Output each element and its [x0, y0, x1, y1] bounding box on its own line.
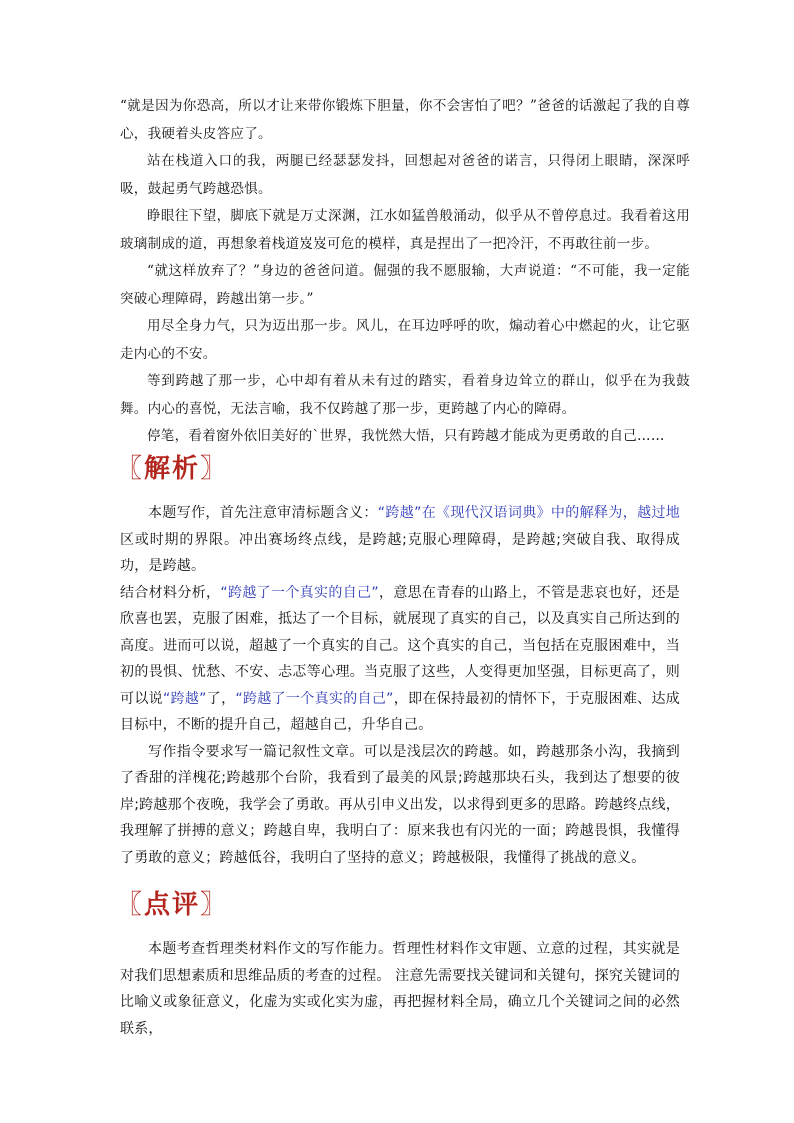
analysis-paragraph: 本题写作，首先注意审清标题含义：“跨越”在《现代汉语词典》中的解释为，越过地区或时期的界限。冲出赛场终点线，是跨越;克服心理障碍，是跨越;突破自我、取得成功，是跨越。: [120, 505, 680, 574]
essay-paragraph: 用尽全身力气，只为迈出那一步。风儿，在耳边呼呼的吹，煽动着心中燃起的火，让它驱走内心的不安。: [120, 318, 690, 362]
essay-paragraph: 站在栈道入口的我，两腿已经瑟瑟发抖，回想起对爸爸的诺言，只得闭上眼睛，深深呼吸，鼓起勇气跨越恐惧。: [120, 153, 690, 197]
essay-paragraph: “就这样放弃了？”身边的爸爸问道。倔强的我不愿服输，大声说道：“不可能，我一定能突破心理障碍，跨越出第一步。”: [120, 263, 690, 307]
essay-paragraph: 等到跨越了那一步，心中却有着从未有过的踏实，看着身边耸立的群山，似乎在为我鼓舞。内心的喜悦，无法言喻，我不仅跨越了那一步，更跨越了内心的障碍。: [120, 373, 690, 417]
analysis-text: [120, 500, 680, 871]
analysis-paragraph: 结合材料分析，“跨越了一个真实的自己”，意思在青春的山路上，不管是悲哀也好，还是欣喜也罢，克服了困难，抵达了一个目标，就展现了真实的自己，以及真实自己所达到的高度。进而可以说，超越了一个真实的自己。这个真实的自己，当包括在克服困难中，当初的畏惧、忧愁、不安、忐忑等心理。当克服了这些，人变得更加坚强，目标更高了，则可以说“跨越”了，“跨越了一个真实的自己”，即在保持最初的情怀下，于克服困难、达成目标中，不断的提升自己，超越自己，升华自己。: [120, 584, 681, 733]
essay-paragraph: 停笔，看着窗外依旧美好的`世界，我恍然大悟，只有跨越才能成为更勇敢的自己……: [147, 428, 665, 444]
heading-title: 解析: [144, 454, 201, 484]
heading-bracket-open: 〖: [116, 454, 145, 484]
comment-paragraph: 本题考查哲理类材料作文的写作能力。哲理性材料作文审题、立意的过程，其实就是对我们思想素质和思维品质的考查的过程。 注意先需要找关键词和关键句，探究关键词的比喻义或象征意义，化虚为实或化实为虚，再把握材料全局，确立几个关键词之间的必然联系，: [120, 941, 680, 1037]
analysis-paragraph: 写作指令要求写一篇记叙性文章。可以是浅层次的跨越。如，跨越那条小沟，我摘到了香甜的洋槐花;跨越那个台阶，我看到了最美的风景;跨越那块石头，我到达了想要的彼岸;跨越那个夜晚，我学会了勇敢。再从引申义出发，以求得到更多的思路。跨越终点线，我理解了拼搏的意义；跨越自卑，我明白了：原来我也有闪光的一面；跨越畏惧，我懂得了勇敢的意义；跨越低谷，我明白了坚持的意义；跨越极限，我懂得了挑战的意义。: [120, 743, 680, 866]
essay-paragraph: “就是因为你恐高，所以才让来带你锻炼下胆量，你不会害怕了吧？”爸爸的话激起了我的自尊心，我硬着头皮答应了。: [120, 98, 690, 142]
heading-bracket-close: 〗: [200, 454, 229, 484]
section-heading-analysis: [116, 448, 246, 490]
heading-bracket-open: 〖: [116, 890, 145, 920]
essay-text: [120, 93, 690, 451]
comment-text: [120, 936, 680, 1042]
essay-paragraph: 睁眼往下望，脚底下就是万丈深渊，江水如猛兽般涌动，似乎从不曾停息过。我看着这用玻璃制成的道，再想象着栈道岌岌可危的模样，真是捏出了一把冷汗，不再敢往前一步。: [120, 208, 690, 252]
heading-title: 点评: [144, 890, 201, 920]
section-heading-comment: [116, 884, 246, 926]
heading-bracket-close: 〗: [200, 890, 229, 920]
